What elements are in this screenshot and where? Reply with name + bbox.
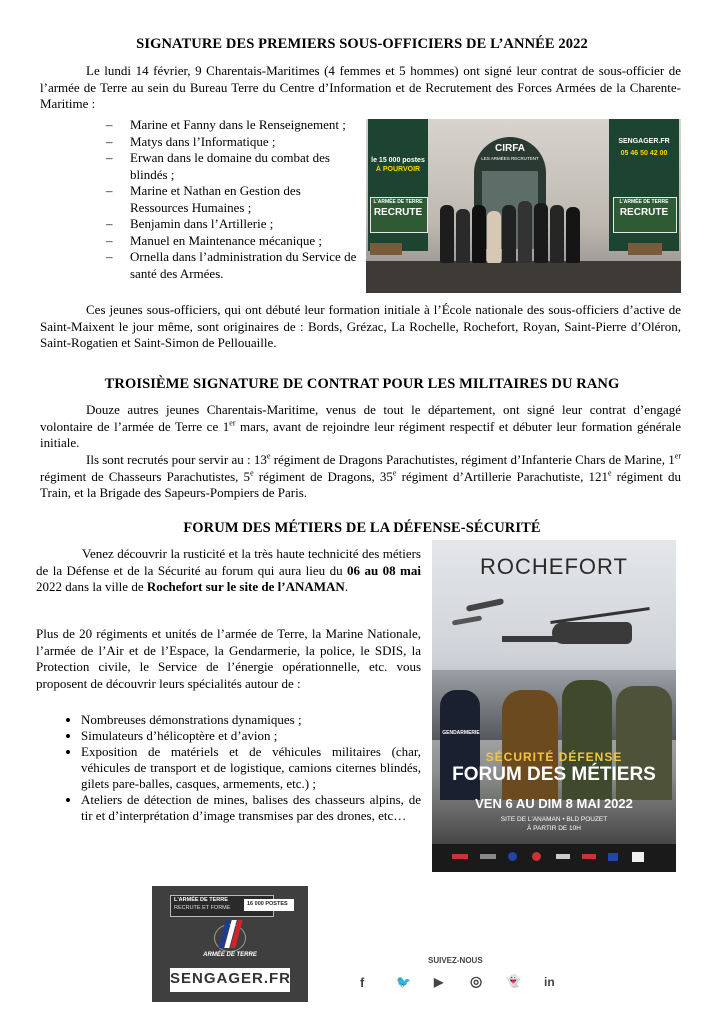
- section1-title: SIGNATURE DES PREMIERS SOUS-OFFICIERS DE L’ANNÉE 2022: [136, 36, 588, 52]
- section1-intro: Le lundi 14 février, 9 Charentais-Maritimes (4 femmes et 5 hommes) ont signé leur contrat de sous-officier de l’armée de Terre au sein du Bureau Terre du Centre d’Information et de Recrutement des Forces Armées de la Charente-Maritime :: [40, 63, 681, 111]
- partner-logo-icon: [452, 854, 468, 859]
- section2-paragraph-1: Douze autres jeunes Charentais-Maritime, venus de tout le département, ont signé leur contrat d’engagé volontaire de l’armée de Terre ce 1er mars, avant de rejoindre leur régiment respectif et débuter leur formation générale initiale.: [40, 402, 681, 450]
- linkedin-icon[interactable]: in: [544, 975, 555, 989]
- rochefort-logo-icon: [632, 852, 644, 862]
- social-bar: [354, 973, 574, 995]
- partner-logo-icon: [556, 854, 570, 859]
- section1-outro: Ces jeunes sous-officiers, qui ont débuté leur formation initiale à l’École nationale des sous-officiers d’active de Saint-Maixent le jour même, sont originaires de : Bords, Grézac, La Rochelle, Rochefort, Royan, Saint-Pierre d’Oléron, Saint-Rogatien et Saint-Simon de Pellouaille.: [40, 302, 681, 350]
- poster-site: SITE DE L'ANAMAN • BLD POUZET: [500, 816, 608, 823]
- poster-left: RECRUTE: [373, 207, 423, 218]
- section2-paragraph-2: Ils sont recrutés pour servir au : 13e régiment de Dragons Parachutistes, régiment d’Infanterie Chars de Marine, 1er régiment de Chasseurs Parachutistes, 5e régiment de Dragons, 35e régiment d’Artillerie Parachutiste, 121e régiment du Train, et la Brigade des Sapeurs-Pompiers de Paris.: [40, 451, 681, 500]
- banner-count: 16 000 POSTES: [247, 901, 288, 907]
- poster-right-top: L'ARMÉE DE TERRE: [619, 199, 669, 205]
- list-item: • Simulateurs d’hélicoptère et d’avion ;: [81, 728, 421, 744]
- poster-gendarmerie: GENDARMERIE: [442, 730, 480, 736]
- list-item: • Ateliers de détection de mines, balises des chasseurs alpins, de tir et d’interprétation d’image transmises par des drones, etc…: [81, 792, 421, 824]
- section3-paragraph-1: Venez découvrir la rusticité et la très haute technicité des métiers de la Défense et de la Sécurité au forum qui aura lieu du 06 au 08 mai 2022 dans la ville de Rochefort sur le site de l’ANAMAN.: [36, 546, 422, 594]
- recruitment-banner[interactable]: [152, 886, 308, 1002]
- sign-left-sub: À POURVOIR: [375, 166, 421, 173]
- sign-center: CIRFA: [495, 143, 525, 154]
- poster-dates: VEN 6 AU DIM 8 MAI 2022: [475, 796, 633, 811]
- recruitment-photo: [366, 119, 681, 293]
- section3-title: FORUM DES MÉTIERS DE LA DÉFENSE-SÉCURITÉ: [183, 520, 541, 536]
- jet-icon: [466, 598, 504, 612]
- banner-url[interactable]: SENGAGER.FR: [170, 970, 292, 987]
- sign-center-sub: LES ARMÉES RECRUTENT: [481, 156, 539, 161]
- list-item: • Nombreuses démonstrations dynamiques ;: [81, 712, 421, 728]
- section3-bullets: [36, 712, 421, 824]
- list-item: • Exposition de matériels et de véhicules militaires (char, véhicules de transport et de logistique, camions citernes blindés, gilets pare-balles, casques, armements, etc.) ;: [81, 744, 421, 792]
- poster-tag1: SÉCURITÉ DÉFENSE: [485, 750, 623, 764]
- banner-line1: L'ARMÉE DE TERRE: [174, 897, 228, 903]
- section3-paragraph-2: Plus de 20 régiments et unités de l’armée de Terre, la Marine Nationale, l’armée de l’Air et de l’Espace, la Gendarmerie, la police, le SDIS, la Protection civile, le Service de l’énergie opérationnelle, etc. vous proposent de découvrir leurs spécialités autour de :: [36, 626, 421, 691]
- partner-logo-icon: [480, 854, 496, 859]
- forum-poster: [432, 540, 676, 872]
- jet-icon: [452, 615, 482, 625]
- section1-list: [85, 117, 357, 282]
- poster-left-top: L'ARMÉE DE TERRE: [373, 199, 423, 205]
- banner-brand: ARMÉE DE TERRE: [203, 952, 257, 958]
- snapchat-icon[interactable]: 👻: [506, 974, 521, 988]
- list-item: – Ornella dans l’administration du Service de santé des Armées.: [85, 249, 357, 282]
- instagram-icon[interactable]: ◎: [470, 973, 483, 989]
- facebook-icon[interactable]: f: [360, 975, 365, 990]
- follow-label: SUIVEZ-NOUS: [428, 956, 483, 965]
- twitter-icon[interactable]: 🐦: [396, 975, 411, 989]
- poster-right: RECRUTE: [619, 207, 669, 218]
- helicopter-icon: [552, 622, 632, 644]
- poster-partner-logos: [432, 844, 676, 872]
- partner-logo-icon: [508, 852, 517, 861]
- list-item: – Erwan dans le domaine du combat des blindés ;: [85, 150, 357, 183]
- partner-logo-icon: [582, 854, 596, 859]
- poster-time: À PARTIR DE 10H: [527, 825, 581, 832]
- list-item: – Marine et Nathan en Gestion des Ressources Humaines ;: [85, 183, 357, 216]
- sign-right-sub: 05 46 50 42 00: [620, 150, 668, 157]
- section2-title: TROISIÈME SIGNATURE DE CONTRAT POUR LES MILITAIRES DU RANG: [104, 376, 620, 392]
- list-item: – Manuel en Maintenance mécanique ;: [85, 233, 357, 250]
- poster-tag2: FORUM DES MÉTIERS: [452, 764, 656, 785]
- sign-left: le 15 000 postes: [371, 157, 425, 164]
- partner-logo-icon: [608, 853, 618, 861]
- poster-city: ROCHEFORT: [480, 554, 628, 579]
- youtube-icon[interactable]: ▶: [434, 975, 444, 989]
- sign-right: SENGAGER.FR: [618, 138, 670, 145]
- partner-logo-icon: [532, 852, 541, 861]
- banner-line2: RECRUTE ET FORME: [174, 905, 231, 911]
- list-item: – Benjamin dans l’Artillerie ;: [85, 216, 357, 233]
- list-item: – Marine et Fanny dans le Renseignement ;: [85, 117, 357, 134]
- helicopter-tail: [502, 636, 562, 642]
- list-item: – Matys dans l’Informatique ;: [85, 134, 357, 151]
